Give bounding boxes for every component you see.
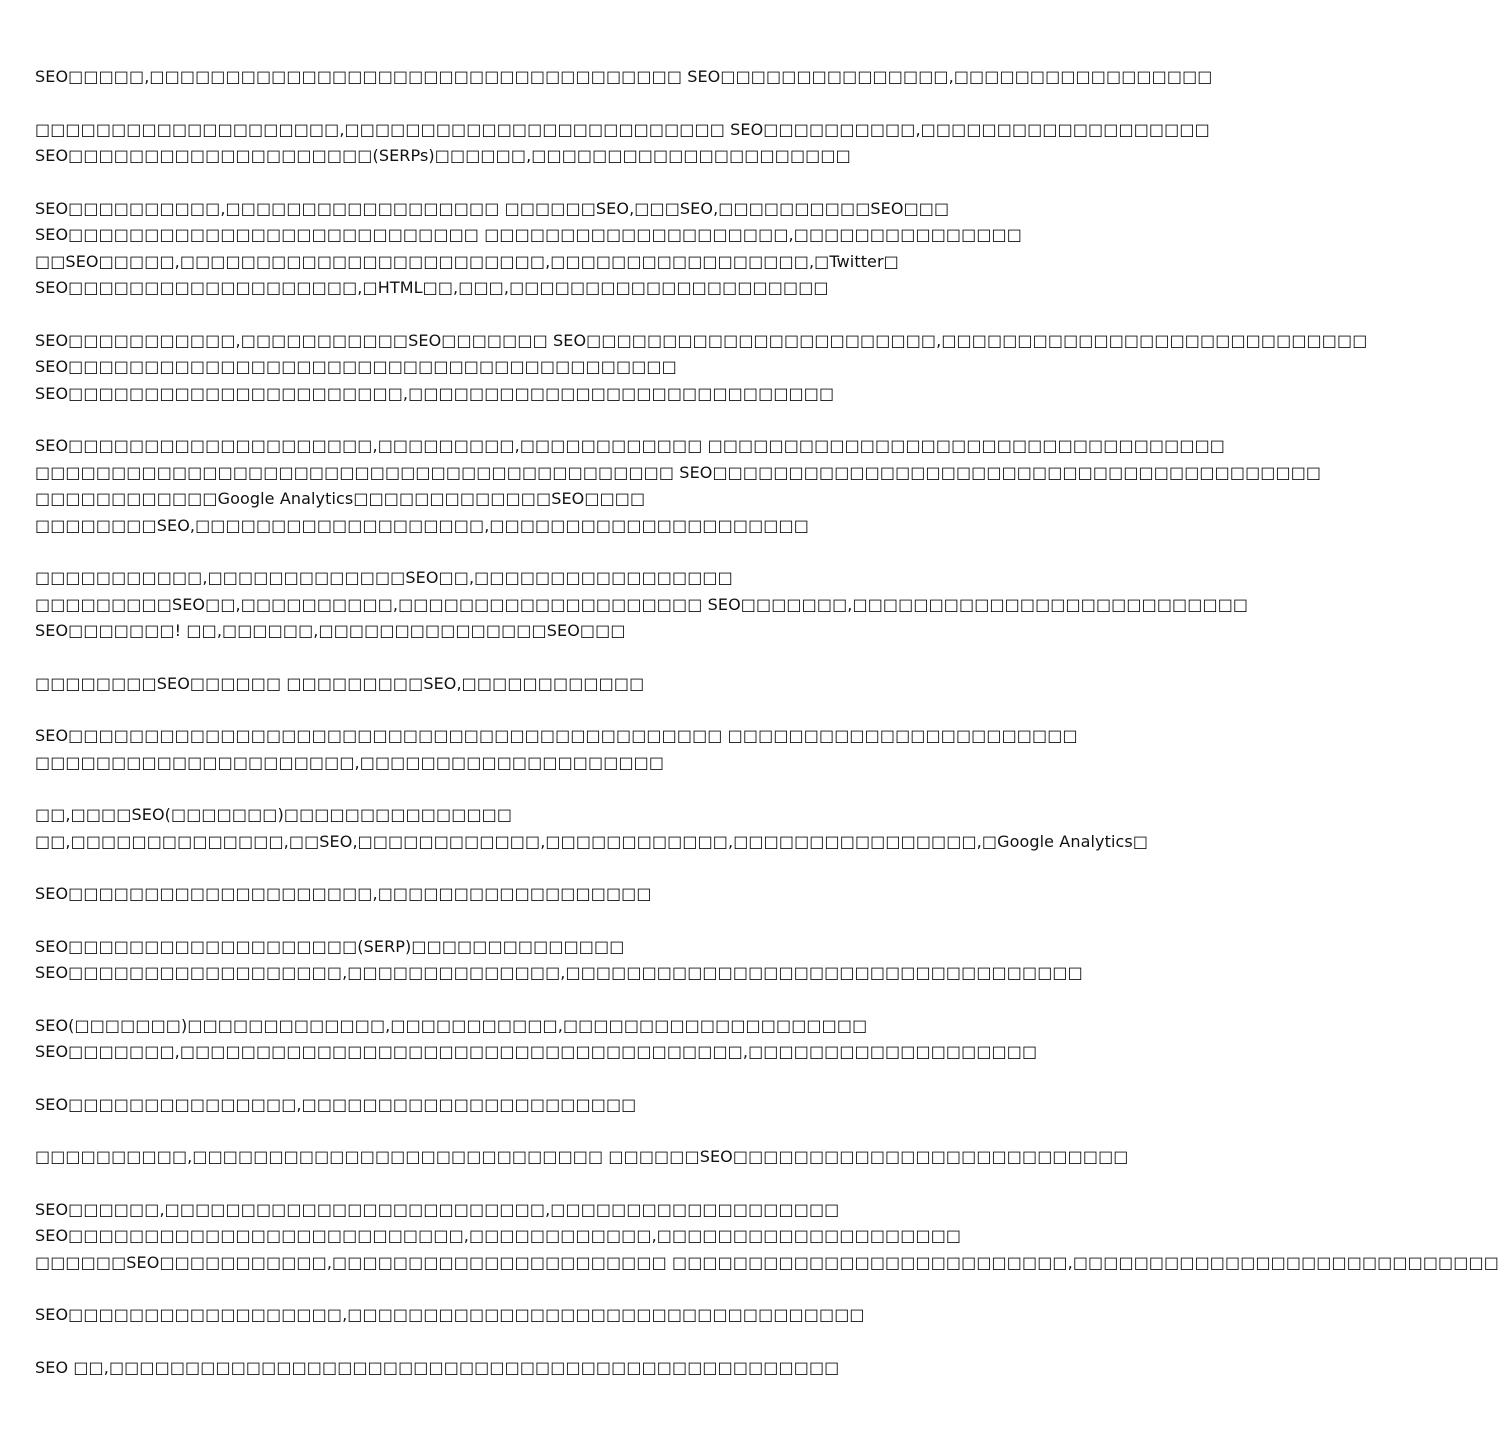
paragraph [35,64,1213,91]
text-line: □□□□□□□□□□□□□□□□□□□□□□□□□□□□□□□□□□□□□□□□□□ SEO□□□□□□□□□□□□□□□□□□□□□□□□□□□□□□□□□□□□□□□□ [35,462,1322,482]
paragraph [35,1302,995,1329]
paragraph [35,433,1322,539]
text-line: SEO□□□□□□□□□□□□□□□□□□□□□□□□□□□□□□□□□□□□□□□□ [35,357,677,376]
text-line: □□SEO□□□□□,□□□□□□□□□□□□□□□□□□□□□□□□,□□□□□□□□□□□□□□□□□,□Twitter□ [35,251,899,271]
text-line: SEO□□□□□□□□□□□□□□□□□□□,□HTML□□,□□□,□□□□□□□□□□□□□□□□□□□□□ [35,278,829,297]
text-line: SEO□□□□□□□,□□□□□□□□□□□□□□□□□□□□□□□□□□□□□□□□□□□□□,□□□□□□□□□□□□□□□□□□□ [35,1042,1038,1061]
text-line: □□□□□□□□□□□□□□□□□□□□□,□□□□□□□□□□□□□□□□□□□□ [35,752,665,772]
paragraph [35,881,995,908]
paragraph [35,802,1149,855]
text-line: □□,□□□□□□□□□□□□□□,□□SEO,□□□□□□□□□□□□,□□□□□□□□□□□□,□□□□□□□□□□□□□□□□,□Google Analytics□ [35,831,1149,851]
text-line: □□□□□□SEO□□□□□□□□□□□,□□□□□□□□□□□□□□□□□□□□□□ □□□□□□□□□□□□□□□□□□□□□□□□□□,□□□□□□□□□□□□□□□□□□□□□□□□□□□□ [35,1252,1499,1272]
paragraph [35,117,1210,170]
paragraph [35,671,995,698]
text-line: SEO□□□□□□□□□□□□□□□□□□□□□□□□□□,□□□□□□□□□□□□,□□□□□□□□□□□□□□□□□□□□ [35,1226,962,1245]
document-body [35,64,1499,1407]
text-line: SEO□□□□□□□□□□□□□□□□□□□□,□□□□□□□□□□□□□□□□□□ [35,884,652,903]
text-line: SEO□□□□□□,□□□□□□□□□□□□□□□□□□□□□□□□□,□□□□□□□□□□□□□□□□□□□ [35,1199,840,1219]
paragraph [35,1197,1499,1277]
paragraph [35,565,1249,645]
text-line: SEO□□□□□□□□□□□□□□□□□□□□(SERPs)□□□□□□,□□□□□□□□□□□□□□□□□□□□□ [35,146,851,165]
text-line: SEO□□□□□□□□□□□□□□□□□□□□□□,□□□□□□□□□□□□□□□□□□□□□□□□□□□□ [35,383,835,403]
paragraph [35,1355,995,1382]
text-line: SEO□□□□□□□□□□,□□□□□□□□□□□□□□□□□□ □□□□□□SEO,□□□SEO,□□□□□□□□□□SEO□□□ [35,198,950,218]
text-line: □□□□□□□□□SEO□□,□□□□□□□□□□,□□□□□□□□□□□□□□□□□□□□ SEO□□□□□□□,□□□□□□□□□□□□□□□□□□□□□□□□□□ [35,594,1249,614]
text-line: □□□□□□□□□□□□Google Analytics□□□□□□□□□□□□□SEO□□□□ [35,489,646,508]
text-line: SEO □□,□□□□□□□□□□□□□□□□□□□□□□□□□□□□□□□□□□□□□□□□□□□□□□□□ [35,1357,840,1377]
text-line: SEO□□□□□□□□□□□□□□□,□□□□□□□□□□□□□□□□□□□□□□ [35,1094,637,1114]
text-line: SEO(□□□□□□□)□□□□□□□□□□□□□,□□□□□□□□□□□,□□□□□□□□□□□□□□□□□□□□ [35,1015,868,1035]
paragraph [35,1144,1129,1171]
text-line: SEO□□□□□,□□□□□□□□□□□□□□□□□□□□□□□□□□□□□□□□□□□ SEO□□□□□□□□□□□□□□□,□□□□□□□□□□□□□□□□□ [35,67,1213,86]
text-line: □□□□□□□□SEO□□□□□□ □□□□□□□□□SEO,□□□□□□□□□□□□ [35,673,645,693]
text-line: SEO□□□□□□□□□□□□□□□□□□,□□□□□□□□□□□□□□□□□□□□□□□□□□□□□□□□□□ [35,1305,865,1324]
paragraph [35,934,1083,987]
text-line: SEO□□□□□□□□□□□□□□□□□□□□□□□□□□□□□□□□□□□□□□□□□□□ □□□□□□□□□□□□□□□□□□□□□□□ [35,726,1078,745]
text-line: □□□□□□□□□□,□□□□□□□□□□□□□□□□□□□□□□□□□□□ □□□□□□SEO□□□□□□□□□□□□□□□□□□□□□□□□□□ [35,1147,1129,1166]
text-line: SEO□□□□□□□□□□□□□□□□□□□(SERP)□□□□□□□□□□□□□□ [35,936,625,956]
paragraph [35,196,1022,302]
text-line: □□,□□□□SEO(□□□□□□□)□□□□□□□□□□□□□□□ [35,805,513,824]
text-line: □□□□□□□□□□□□□□□□□□□□,□□□□□□□□□□□□□□□□□□□□□□□□□ SEO□□□□□□□□□□,□□□□□□□□□□□□□□□□□□□ [35,119,1210,139]
text-line: □□□□□□□□SEO,□□□□□□□□□□□□□□□□□□□,□□□□□□□□□□□□□□□□□□□□□ [35,515,809,535]
text-line: SEO□□□□□□□□□□□,□□□□□□□□□□□SEO□□□□□□□ SEO□□□□□□□□□□□□□□□□□□□□□□□,□□□□□□□□□□□□□□□□□□□□□□□□□□□□ [35,330,1368,350]
paragraph [35,328,1368,408]
paragraph [35,1013,1038,1066]
text-line: SEO□□□□□□□! □□,□□□□□□,□□□□□□□□□□□□□□□SEO□□□ [35,621,626,640]
text-line: SEO□□□□□□□□□□□□□□□□□□□□□□□□□□□ □□□□□□□□□□□□□□□□□□□□,□□□□□□□□□□□□□□□ [35,225,1022,244]
paragraph [35,1092,995,1119]
text-line: SEO□□□□□□□□□□□□□□□□□□,□□□□□□□□□□□□□□,□□□□□□□□□□□□□□□□□□□□□□□□□□□□□□□□□□ [35,963,1083,982]
paragraph [35,723,1078,776]
text-line: □□□□□□□□□□□,□□□□□□□□□□□□□SEO□□,□□□□□□□□□□□□□□□□□ [35,568,733,587]
text-line: SEO□□□□□□□□□□□□□□□□□□□□,□□□□□□□□□,□□□□□□□□□□□□ □□□□□□□□□□□□□□□□□□□□□□□□□□□□□□□□□□ [35,436,1226,455]
